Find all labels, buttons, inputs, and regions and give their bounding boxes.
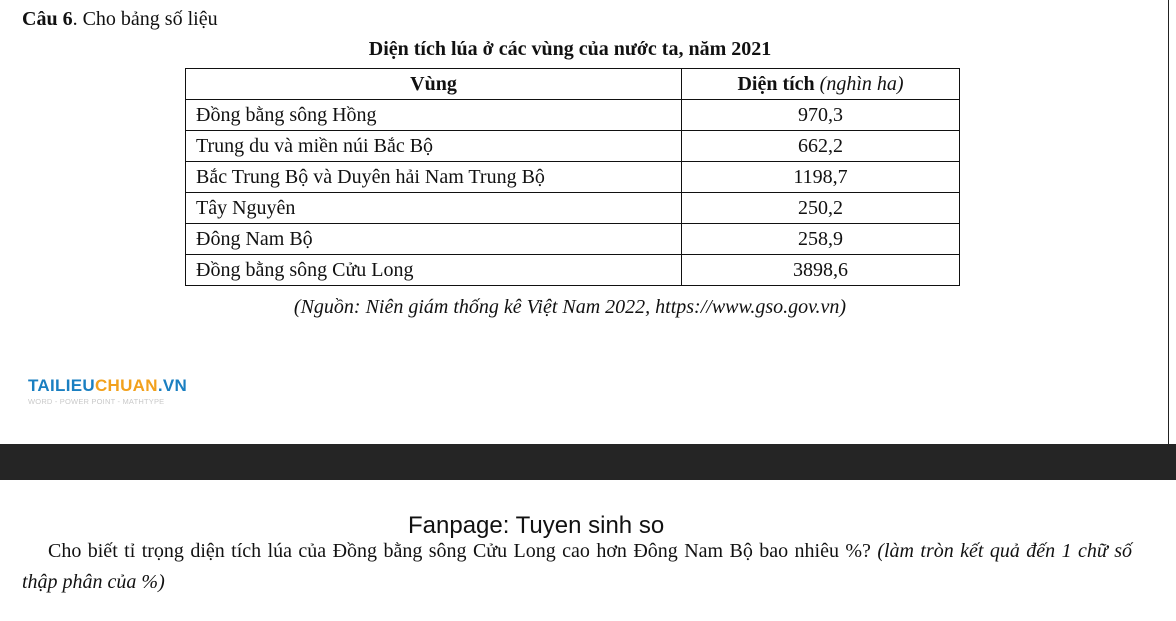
region-cell: Tây Nguyên [186, 193, 682, 224]
question-intro: . Cho bảng số liệu [72, 8, 218, 30]
fanpage-watermark: Fanpage: Tuyen sinh so [408, 512, 665, 539]
value-cell: 250,2 [682, 193, 960, 224]
question-body [22, 536, 1132, 598]
table-row [186, 100, 960, 131]
region-cell: Bắc Trung Bộ và Duyên hải Nam Trung Bộ [186, 162, 682, 193]
table-source: (Nguồn: Niên giám thống kê Việt Nam 2022, https://www.gso.gov.vn) [293, 296, 847, 318]
question-note: (làm tròn kết quả đến 1 chữ số thập phân của %) [22, 540, 1132, 593]
header-area-unit: (nghìn ha) [819, 72, 904, 95]
value-cell: 1198,7 [682, 162, 960, 193]
header-region: Vùng [186, 69, 682, 100]
region-cell: Trung du và miền núi Bắc Bộ [186, 131, 682, 162]
table-row [186, 224, 960, 255]
tailieuchuan-logo [28, 376, 187, 406]
value-cell: 258,9 [682, 224, 960, 255]
page-separator-band [0, 444, 1176, 480]
region-cell: Đông Nam Bộ [186, 224, 682, 255]
table-row [186, 255, 960, 286]
header-area-label: Diện tích [737, 72, 820, 95]
region-cell: Đồng bằng sông Cửu Long [186, 255, 682, 286]
logo-tagline: WORD - POWER POINT - MATHTYPE [28, 397, 165, 406]
value-cell: 970,3 [682, 100, 960, 131]
table-row [186, 131, 960, 162]
table-row [186, 193, 960, 224]
table-row [186, 162, 960, 193]
region-cell: Đồng bằng sông Hồng [186, 100, 682, 131]
table-header-row [186, 69, 960, 100]
value-cell: 662,2 [682, 131, 960, 162]
logo-wordmark: TAILIEUCHUAN.VN [28, 376, 188, 395]
value-cell: 3898,6 [682, 255, 960, 286]
data-table [185, 68, 960, 286]
header-area [682, 69, 960, 100]
question-number: Câu 6 [22, 8, 73, 30]
table-title: Diện tích lúa ở các vùng của nước ta, năm 2021 [368, 38, 772, 60]
question-heading [22, 8, 218, 31]
question-text: Cho biết tỉ trọng diện tích lúa của Đồng bằng sông Cửu Long cao hơn Đông Nam Bộ bao nhiêu %? [48, 540, 878, 562]
